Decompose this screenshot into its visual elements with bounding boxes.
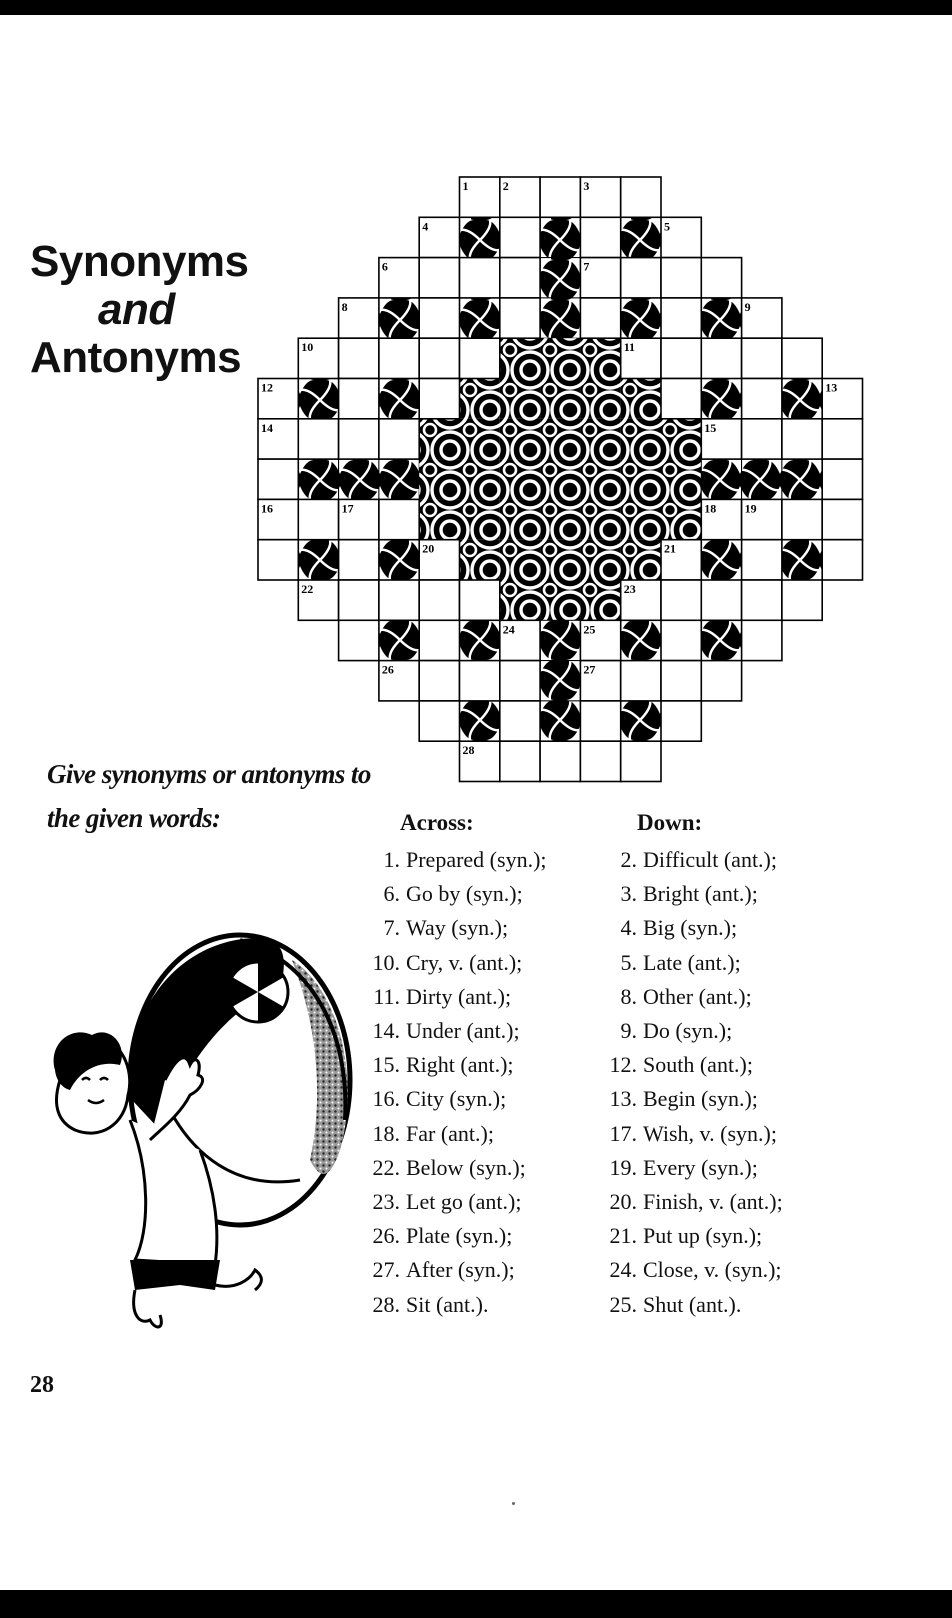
across-heading: Across:: [400, 810, 474, 835]
clue-text: Finish, v. (ant.);: [643, 1189, 783, 1215]
across-clue: [363, 1185, 547, 1219]
down-clue: [600, 877, 783, 911]
grid-cell: [419, 620, 459, 660]
grid-block: [540, 298, 580, 338]
instruction-line-1: Give synonyms or antonyms to: [47, 759, 371, 789]
clue-text: Under (ant.);: [406, 1018, 520, 1044]
grid-center-pattern: [540, 338, 580, 378]
bottom-border: [0, 1590, 952, 1618]
grid-cell: [500, 298, 540, 338]
grid-cell: [822, 419, 862, 459]
grid-cell: [500, 258, 540, 298]
down-clue: [600, 911, 783, 945]
grid-cell: [701, 258, 741, 298]
clue-number: 25.: [609, 1291, 637, 1317]
grid-cell: [460, 258, 500, 298]
grid-number: 11: [623, 340, 636, 355]
grid-center-pattern: [580, 540, 620, 580]
clue-text: Prepared (syn.);: [406, 847, 547, 872]
grid-cell: [661, 701, 701, 741]
grid-cell: [379, 499, 419, 539]
grid-block: [701, 540, 741, 580]
grid-cell: [742, 379, 782, 419]
across-clue: [363, 1219, 547, 1253]
down-clue: [600, 1219, 783, 1253]
grid-block: [701, 379, 741, 419]
grid-center-pattern: [540, 419, 580, 459]
across-clue: [363, 1288, 547, 1322]
grid-center-pattern: [500, 580, 540, 620]
grid-block: [540, 701, 580, 741]
grid-cell: [742, 419, 782, 459]
clue-number: 14.: [372, 1018, 400, 1044]
grid-cell: [339, 620, 379, 660]
clue-number: 27.: [372, 1257, 400, 1283]
grid-center-pattern: [540, 379, 580, 419]
grid-block: [379, 298, 419, 338]
clue-number: 1.: [383, 847, 400, 872]
across-clue: [363, 1151, 547, 1185]
title-line-1: Synonyms: [30, 237, 249, 286]
grid-center-pattern: [540, 459, 580, 499]
down-clue: [600, 1185, 783, 1219]
grid-cell: [339, 379, 379, 419]
grid-number: 21: [664, 541, 676, 556]
grid-center-pattern: [540, 580, 580, 620]
clue-number: 12.: [609, 1052, 637, 1078]
across-clue: [363, 946, 547, 980]
clue-number: 6.: [383, 881, 400, 907]
speck: [512, 1502, 515, 1505]
grid-center-pattern: [500, 499, 540, 539]
grid-cell: [782, 580, 822, 620]
grid-number: 10: [301, 340, 314, 355]
grid-center-pattern: [580, 379, 620, 419]
grid-cell: [742, 338, 782, 378]
grid-center-pattern: [580, 580, 620, 620]
page-number: 28: [30, 1372, 54, 1398]
grid-block: [701, 459, 741, 499]
clue-number: 20.: [609, 1189, 637, 1215]
grid-block: [298, 459, 338, 499]
grid-block: [701, 620, 741, 660]
grid-center-pattern: [500, 379, 540, 419]
grid-cell: [661, 580, 701, 620]
grid-number: 20: [422, 541, 435, 556]
clue-text: Let go (ant.);: [406, 1189, 522, 1215]
grid-number: 13: [825, 380, 838, 395]
grid-cell: [419, 298, 459, 338]
down-clue: [600, 946, 783, 980]
across-clue: [363, 843, 547, 877]
grid-cell: [661, 661, 701, 701]
grid-cell: [822, 459, 862, 499]
grid-cell: [298, 419, 338, 459]
across-clue: [363, 1048, 547, 1082]
boy-with-beach-ball-illustration: [40, 930, 360, 1340]
grid-cell: [661, 258, 701, 298]
across-clue: [363, 1117, 547, 1151]
clue-number: 10.: [372, 949, 400, 975]
grid-center-pattern: [419, 459, 459, 499]
grid-cell: [419, 338, 459, 378]
clue-number: 24.: [609, 1257, 637, 1283]
across-clue: [363, 1014, 547, 1048]
clue-text: Sit (ant.).: [406, 1291, 489, 1317]
grid-cell: [500, 217, 540, 257]
clue-text: Bright (ant.);: [643, 881, 758, 907]
title-line-2: and: [98, 285, 175, 334]
grid-center-pattern: [500, 459, 540, 499]
grid-cell: [500, 701, 540, 741]
grid-block: [782, 459, 822, 499]
grid-cell: [621, 177, 661, 217]
grid-number: 25: [583, 622, 596, 637]
clue-text: South (ant.);: [643, 1052, 753, 1078]
down-clue: [600, 1288, 783, 1322]
clue-number: 9.: [620, 1018, 637, 1044]
grid-block: [379, 459, 419, 499]
grid-cell: [339, 580, 379, 620]
grid-block: [379, 379, 419, 419]
grid-cell: [500, 661, 540, 701]
grid-block: [782, 540, 822, 580]
grid-number: 23: [623, 582, 636, 596]
crossword-grid: [0, 0, 952, 800]
across-clue: [363, 980, 547, 1014]
grid-block: [460, 298, 500, 338]
grid-cell: [540, 177, 580, 217]
clue-text: Right (ant.);: [406, 1052, 514, 1078]
clue-text: Far (ant.);: [406, 1120, 494, 1146]
clue-number: 21.: [609, 1223, 637, 1249]
grid-cell: [500, 741, 540, 781]
grid-center-pattern: [661, 459, 701, 499]
across-clue-list: [363, 843, 547, 1322]
grid-cell: [742, 540, 782, 580]
grid-center-pattern: [661, 419, 701, 459]
grid-cell: [822, 499, 862, 539]
down-clue: [600, 980, 783, 1014]
grid-block: [379, 620, 419, 660]
clue-text: Go by (syn.);: [406, 881, 523, 907]
clue-number: 22.: [372, 1154, 400, 1180]
grid-number: 8: [341, 299, 348, 314]
clue-text: Close, v. (syn.);: [643, 1257, 782, 1283]
grid-number: 5: [664, 219, 670, 234]
grid-block: [298, 379, 338, 419]
grid-cell: [379, 580, 419, 620]
clue-text: Big (syn.);: [643, 915, 738, 941]
clue-text: Dirty (ant.);: [406, 983, 512, 1009]
grid-cell: [339, 338, 379, 378]
grid-center-pattern: [580, 338, 620, 378]
grid-cell: [460, 580, 500, 620]
clue-number: 26.: [372, 1223, 400, 1249]
grid-cell: [782, 338, 822, 378]
grid-block: [460, 620, 500, 660]
clue-number: 28.: [372, 1291, 400, 1317]
grid-block: [460, 701, 500, 741]
grid-cell: [580, 741, 620, 781]
across-clue: [363, 877, 547, 911]
grid-cell: [379, 338, 419, 378]
grid-number: 4: [422, 219, 429, 234]
clue-number: 19.: [609, 1154, 637, 1180]
grid-number: 7: [583, 259, 590, 274]
grid-cell: [742, 620, 782, 660]
grid-cell: [822, 540, 862, 580]
grid-cell: [621, 741, 661, 781]
clue-number: 4.: [620, 915, 637, 941]
grid-center-pattern: [500, 338, 540, 378]
grid-cell: [661, 379, 701, 419]
clue-number: 17.: [609, 1120, 637, 1146]
grid-number: 18: [704, 501, 717, 516]
grid-cell: [701, 338, 741, 378]
grid-center-pattern: [460, 499, 500, 539]
grid-cell: [339, 540, 379, 580]
clue-number: 3.: [620, 881, 637, 907]
clue-text: Plate (syn.);: [406, 1223, 513, 1249]
down-clue: [600, 843, 783, 877]
grid-block: [540, 661, 580, 701]
across-clue: [363, 1082, 547, 1116]
grid-center-pattern: [621, 379, 661, 419]
clue-number: 23.: [372, 1189, 400, 1215]
grid-block: [540, 620, 580, 660]
clue-text: Below (syn.);: [406, 1154, 526, 1180]
grid-center-pattern: [419, 499, 459, 539]
grid-cell: [298, 499, 338, 539]
grid-number: 19: [744, 501, 757, 516]
grid-cell: [621, 258, 661, 298]
down-clue: [600, 1048, 783, 1082]
grid-center-pattern: [621, 499, 661, 539]
grid-number: 24: [502, 622, 515, 637]
clue-text: Other (ant.);: [643, 983, 752, 1009]
grid-cell: [580, 701, 620, 741]
grid-cell: [460, 338, 500, 378]
instructions: [47, 752, 417, 840]
clue-number: 5.: [620, 949, 637, 975]
grid-cell: [460, 661, 500, 701]
grid-number: 14: [261, 420, 273, 435]
grid-cell: [621, 661, 661, 701]
grid-block: [782, 379, 822, 419]
clue-text: City (syn.);: [406, 1086, 507, 1112]
grid-cell: [540, 741, 580, 781]
grid-center-pattern: [661, 499, 701, 539]
across-clue: [363, 1253, 547, 1287]
grid-cell: [661, 338, 701, 378]
clue-text: Every (syn.);: [643, 1154, 758, 1180]
clue-text: Cry, v. (ant.);: [406, 949, 523, 975]
grid-number: 28: [462, 743, 475, 758]
grid-cell: [379, 419, 419, 459]
down-clue: [600, 1014, 783, 1048]
grid-number: 17: [341, 501, 354, 516]
instruction-line-2: the given words:: [47, 803, 221, 833]
clue-number: 13.: [609, 1086, 637, 1112]
grid-block: [621, 217, 661, 257]
grid-center-pattern: [460, 379, 500, 419]
down-clue: [600, 1253, 783, 1287]
grid-number: 27: [583, 662, 596, 677]
grid-center-pattern: [419, 419, 459, 459]
grid-cell: [701, 661, 741, 701]
clue-text: After (syn.);: [406, 1257, 515, 1283]
title-line-3: Antonyms: [30, 333, 242, 382]
grid-cell: [782, 499, 822, 539]
grid-number: 12: [261, 380, 273, 395]
grid-block: [701, 298, 741, 338]
clue-number: 16.: [372, 1086, 400, 1112]
grid-block: [540, 217, 580, 257]
grid-center-pattern: [460, 419, 500, 459]
grid-number: 26: [381, 662, 394, 677]
grid-center-pattern: [460, 459, 500, 499]
grid-center-pattern: [460, 540, 500, 580]
grid-block: [621, 298, 661, 338]
grid-block: [540, 258, 580, 298]
grid-number: 6: [381, 259, 388, 274]
clue-text: Way (syn.);: [406, 915, 509, 941]
clue-number: 7.: [383, 915, 400, 941]
clue-text: Do (syn.);: [643, 1018, 733, 1044]
grid-block: [742, 459, 782, 499]
grid-cell: [782, 419, 822, 459]
grid-cell: [661, 298, 701, 338]
down-heading: Down:: [637, 810, 703, 835]
grid-cell: [419, 258, 459, 298]
grid-number: 3: [583, 179, 590, 193]
grid-block: [621, 701, 661, 741]
clue-text: Late (ant.);: [643, 949, 741, 975]
grid-cell: [742, 580, 782, 620]
grid-cell: [419, 379, 459, 419]
grid-block: [298, 540, 338, 580]
clue-text: Shut (ant.).: [643, 1291, 742, 1317]
across-clue: [363, 911, 547, 945]
grid-block: [339, 459, 379, 499]
grid-block: [460, 217, 500, 257]
grid-number: 16: [261, 501, 273, 516]
clue-number: 11.: [373, 983, 400, 1009]
grid-cell: [419, 701, 459, 741]
grid-center-pattern: [500, 419, 540, 459]
clue-text: Begin (syn.);: [643, 1086, 758, 1112]
grid-number: 9: [744, 299, 751, 314]
grid-center-pattern: [500, 540, 540, 580]
clue-number: 8.: [620, 983, 637, 1009]
grid-center-pattern: [580, 419, 620, 459]
grid-center-pattern: [540, 540, 580, 580]
grid-number: 22: [301, 582, 314, 596]
grid-center-pattern: [621, 540, 661, 580]
grid-cell: [701, 580, 741, 620]
grid-cell: [258, 540, 298, 580]
grid-number: 2: [502, 179, 509, 193]
clue-number: 2.: [620, 847, 637, 872]
grid-cell: [419, 580, 459, 620]
grid-center-pattern: [580, 459, 620, 499]
clue-text: Put up (syn.);: [643, 1223, 763, 1249]
grid-number: 15: [704, 420, 717, 435]
grid-cell: [258, 459, 298, 499]
grid-cell: [580, 217, 620, 257]
clue-text: Wish, v. (syn.);: [643, 1120, 777, 1146]
clue-number: 15.: [372, 1052, 400, 1078]
grid-center-pattern: [580, 499, 620, 539]
grid-cell: [661, 620, 701, 660]
grid-cell: [419, 661, 459, 701]
clue-text: Difficult (ant.);: [643, 847, 777, 872]
down-clue: [600, 1117, 783, 1151]
down-clue-list: [600, 843, 783, 1322]
grid-cell: [339, 419, 379, 459]
grid-block: [621, 620, 661, 660]
clue-number: 18.: [372, 1120, 400, 1146]
grid-center-pattern: [621, 459, 661, 499]
grid-center-pattern: [621, 419, 661, 459]
grid-number: 1: [462, 179, 469, 193]
grid-cell: [580, 298, 620, 338]
grid-center-pattern: [540, 499, 580, 539]
down-clue: [600, 1151, 783, 1185]
grid-block: [379, 540, 419, 580]
down-clue: [600, 1082, 783, 1116]
